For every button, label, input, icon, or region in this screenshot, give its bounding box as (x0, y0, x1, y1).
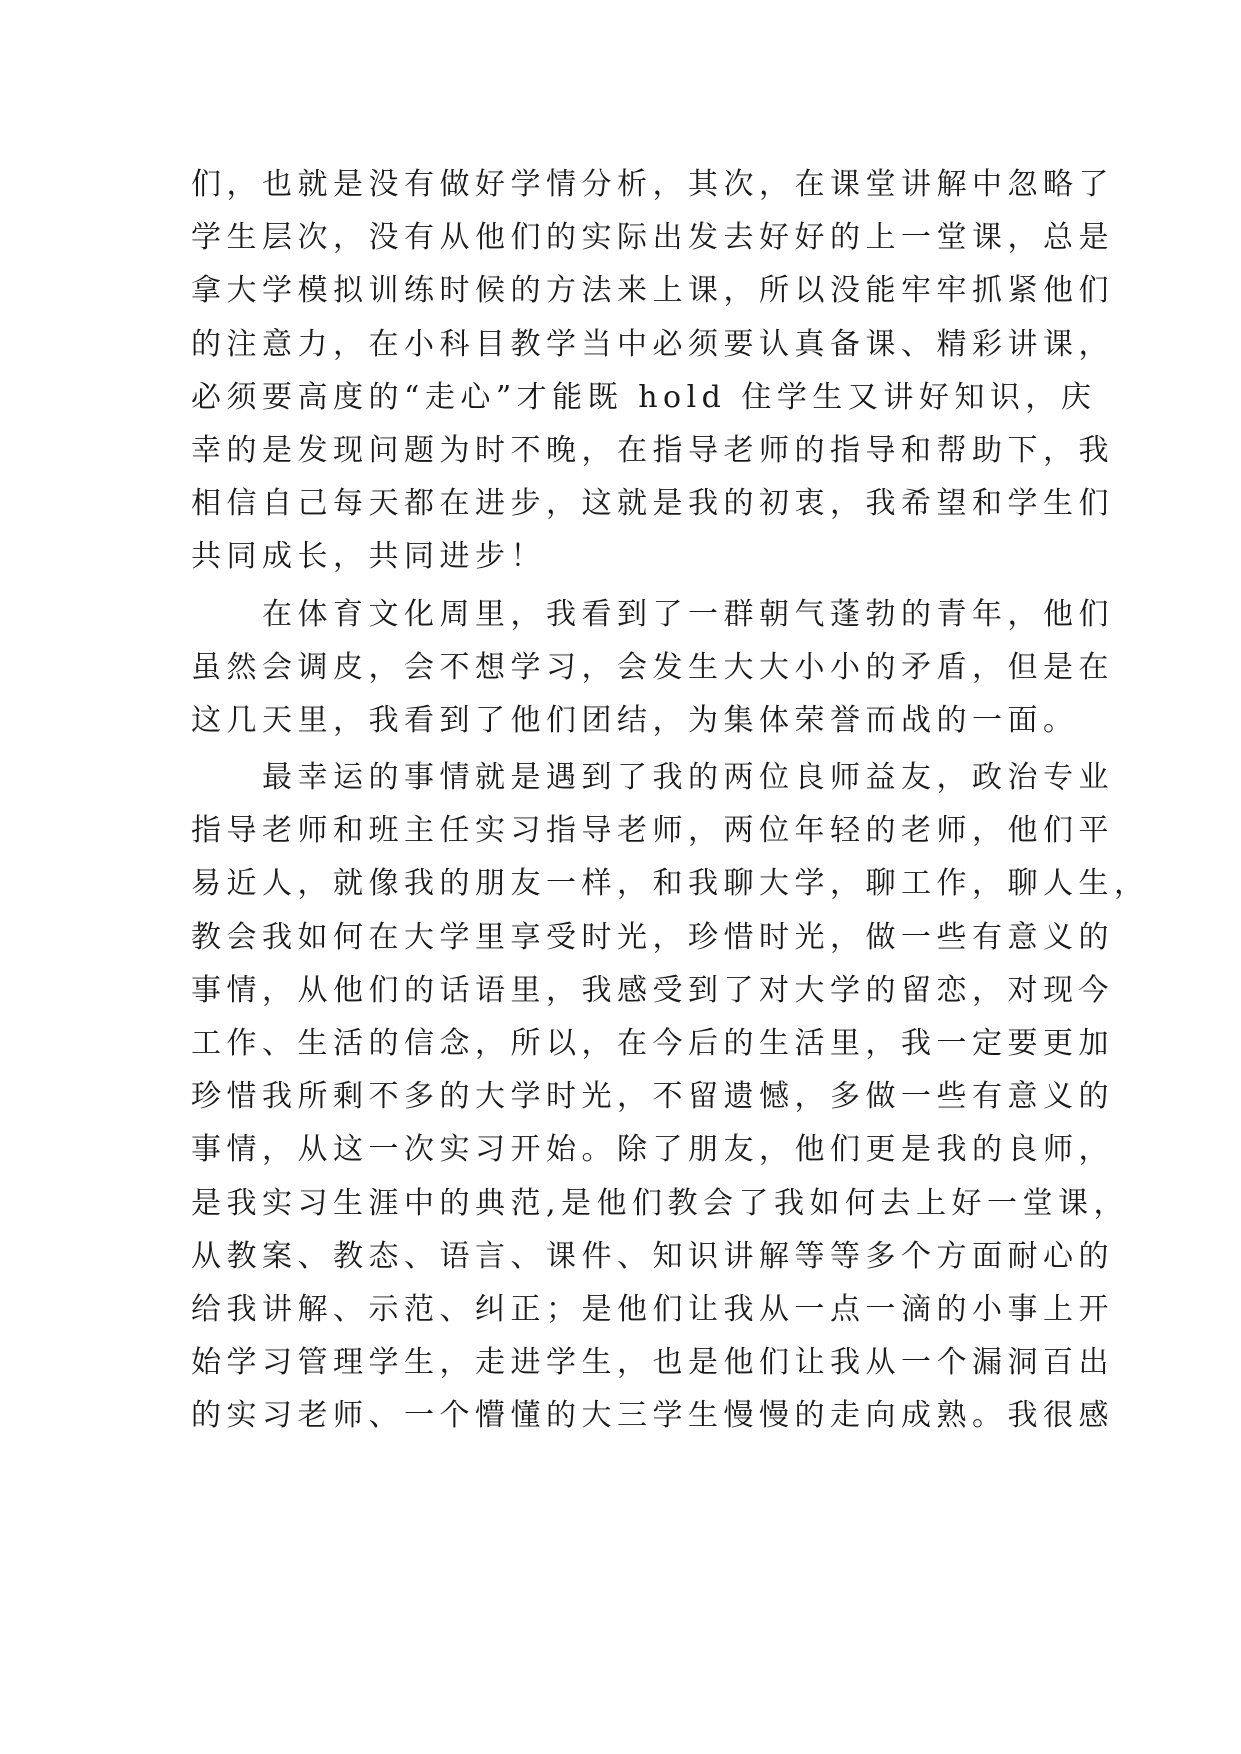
document-body (191, 158, 1150, 1443)
text-line: 指导老师和班主任实习指导老师，两位年轻的老师，他们平 (191, 813, 1114, 849)
text-line: 们，也就是没有做好学情分析，其次，在课堂讲解中忽略了 (191, 167, 1114, 202)
text-line: 拿大学模拟训练时候的方法来上课，所以没能牢牢抓紧他们 (191, 273, 1114, 309)
paragraph-2 (191, 588, 1114, 748)
text-line: 在体育文化周里，我看到了一群朝气蓬勃的青年，他们 (262, 596, 1114, 632)
text-line: 给我讲解、示范、纠正；是他们让我从一点一滴的小事上开 (191, 1291, 1114, 1327)
text-line: 的注意力，在小科目教学当中必须要认真备课、精彩讲课， (191, 326, 1114, 362)
text-line: 事情，从这一次实习开始。除了朋友，他们更是我的良师， (191, 1132, 1114, 1168)
text-line: 是我实习生涯中的典范,是他们教会了我如何去上好一堂课， (191, 1185, 1130, 1221)
text-line: 幸的是发现问题为时不晚，在指导老师的指导和帮助下，我 (191, 432, 1114, 468)
text-line: 学生层次，没有从他们的实际出发去好好的上一堂课，总是 (191, 220, 1114, 256)
text-line: 虽然会调皮，会不想学习，会发生大大小小的矛盾，但是在 (191, 649, 1114, 685)
text-line: 始学习管理学生，走进学生，也是他们让我从一个漏洞百出 (191, 1345, 1114, 1381)
text-line: 事情，从他们的话语里，我感受到了对大学的留恋，对现今 (191, 972, 1114, 1008)
text-line: 相信自己每天都在进步，这就是我的初衷，我希望和学生们 (191, 486, 1114, 522)
text-line: 教会我如何在大学里享受时光，珍惜时光，做一些有意义的 (191, 919, 1114, 955)
text-line: 工作、生活的信念，所以，在今后的生活里，我一定要更加 (191, 1026, 1114, 1061)
paragraph-1 (191, 158, 1114, 584)
text-line: 从教案、教态、语言、课件、知识讲解等等多个方面耐心的 (191, 1238, 1114, 1274)
text-line: 珍惜我所剩不多的大学时光，不留遗憾，多做一些有意义的 (191, 1079, 1114, 1115)
text-line: 最幸运的事情就是遇到了我的两位良师益友，政治专业 (262, 760, 1114, 796)
text-line: 的实习老师、一个懵懂的大三学生慢慢的走向成熟。我很感 (191, 1398, 1114, 1434)
text-line: 必须要高度的“走心”才能既 hold 住学生又讲好知识，庆 (191, 379, 1097, 415)
text-line: 这几天里，我看到了他们团结，为集体荣誉而战的一面。 (191, 702, 1079, 738)
text-line: 易近人，就像我的朋友一样，和我聊大学，聊工作，聊人生， (191, 866, 1150, 902)
paragraph-3 (191, 751, 1150, 1442)
text-line: 共同成长，共同进步！ (191, 539, 546, 575)
